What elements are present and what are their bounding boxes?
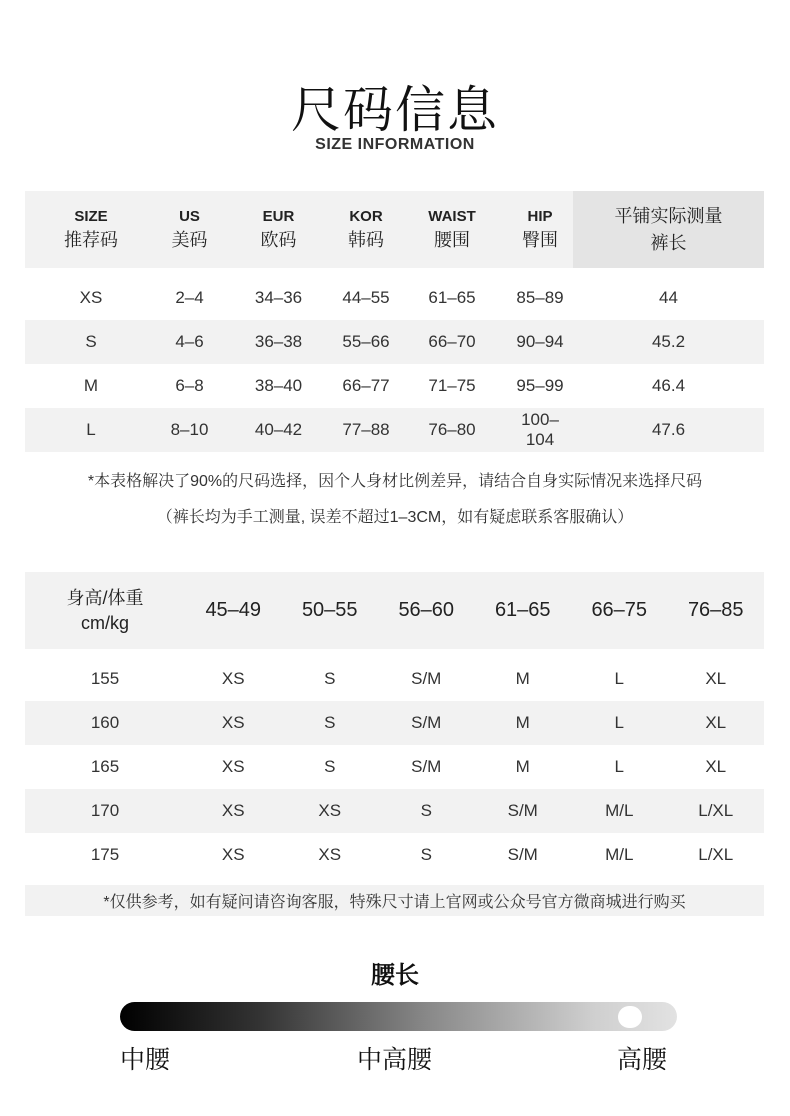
reference-note: *仅供参考，如有疑问请咨询客服，特殊尺寸请上官网或公众号官方微商城进行购买 (25, 885, 764, 916)
header-label-en: SIZE (74, 207, 108, 225)
table-cell: S (85, 332, 97, 351)
measure-note: （裤长均为手工测量, 误差不超过1–3CM，如有疑虑联系客服确认） (156, 509, 634, 526)
table-cell: S/M (411, 669, 442, 688)
table-cell: 71–75 (428, 376, 476, 395)
table-cell: 85–89 (516, 288, 564, 307)
height-weight-table (25, 572, 764, 877)
weight-header: 56–60 (398, 599, 455, 621)
table-cell: 100–104 (521, 410, 559, 449)
header-label-en: EUR (262, 207, 295, 225)
table-row (25, 320, 764, 364)
table-cell: XL (705, 757, 727, 776)
table-cell: 90–94 (516, 332, 564, 351)
table-row (25, 833, 764, 877)
table-cell: XS (318, 801, 342, 820)
header-label-cn: 臀围 (522, 230, 558, 251)
header-label-cn: 推荐码 (64, 230, 118, 251)
header-label-cn: 腰围 (434, 230, 470, 251)
table-cell: M (515, 757, 530, 776)
header-label-cn: 欧码 (260, 230, 297, 251)
table-cell: L (86, 420, 96, 439)
table-cell: S/M (507, 801, 538, 820)
table-cell: S (420, 801, 432, 820)
table-cell: 95–99 (516, 376, 564, 395)
table-cell: 38–40 (254, 376, 303, 395)
hw-corner-line1: 身高/体重 (66, 588, 144, 609)
table-row (25, 745, 764, 789)
table-cell: 47.6 (651, 420, 686, 439)
table-row (25, 701, 764, 745)
table-cell: XS (221, 713, 245, 732)
size-note: *本表格解决了90%的尺码选择，因个人身材比例差异，请结合自身实际情况来选择尺码 (87, 473, 703, 490)
hw-corner-line2: cm/kg (80, 612, 129, 633)
weight-header: 66–75 (591, 599, 648, 621)
table-cell: XS (221, 669, 245, 688)
table-cell: L (614, 713, 624, 732)
table-row (25, 276, 764, 320)
table-cell: S (324, 669, 336, 688)
table-cell: XL (705, 669, 727, 688)
hw-table-body (25, 657, 764, 877)
table-row (25, 408, 764, 452)
table-cell: S (324, 757, 336, 776)
header-label-cn: 美码 (171, 230, 208, 251)
table-cell: L/XL (698, 845, 734, 864)
weight-header: 50–55 (301, 599, 358, 621)
table-cell: XS (79, 288, 103, 307)
header-size (25, 191, 157, 268)
waist-rise-indicator (618, 1006, 642, 1028)
table-cell: 165 (90, 757, 120, 776)
header-label-line1: 平铺实际测量 (614, 206, 723, 227)
table-cell: 44 (659, 288, 678, 307)
header-kor (335, 191, 397, 268)
size-table (25, 191, 764, 452)
table-cell: M/L (605, 845, 634, 864)
table-cell: XS (318, 845, 342, 864)
size-table-body (25, 276, 764, 452)
table-cell: S (420, 845, 432, 864)
size-table-header (25, 191, 764, 268)
table-cell: M (515, 669, 530, 688)
header-eur (222, 191, 335, 268)
table-cell: 61–65 (428, 288, 476, 307)
weight-header: 76–85 (687, 599, 744, 621)
header-hip (507, 191, 573, 268)
hw-table-header (25, 572, 764, 649)
table-cell: 76–80 (428, 420, 476, 439)
table-cell: 170 (90, 801, 120, 820)
table-cell: 55–66 (342, 332, 390, 351)
table-cell: 45.2 (651, 332, 686, 351)
table-cell: 66–70 (428, 332, 476, 351)
table-cell: S/M (507, 845, 538, 864)
header-label-en: HIP (527, 207, 553, 225)
table-cell: L (614, 669, 624, 688)
header-label-en: WAIST (428, 207, 476, 225)
table-cell: S/M (411, 713, 442, 732)
weight-header: 45–49 (205, 599, 262, 621)
table-row (25, 789, 764, 833)
table-cell: 66–77 (342, 376, 390, 395)
table-row (25, 657, 764, 701)
header-label-en: US (179, 207, 200, 225)
table-cell: XS (221, 757, 245, 776)
waist-rise-scale (120, 1002, 677, 1031)
table-cell: 46.4 (651, 376, 686, 395)
table-cell: 4–6 (175, 332, 204, 351)
table-cell: 8–10 (170, 420, 209, 439)
header-label-cn: 韩码 (348, 230, 384, 251)
header-label-line2: 裤长 (650, 232, 687, 253)
table-cell: 34–36 (254, 288, 303, 307)
table-cell: XS (221, 801, 245, 820)
table-cell: 6–8 (175, 376, 204, 395)
table-cell: M (83, 376, 99, 395)
hw-corner-label (25, 586, 185, 635)
header-length (573, 191, 764, 268)
table-cell: S (324, 713, 336, 732)
table-cell: 77–88 (342, 420, 390, 439)
table-cell: XL (705, 713, 727, 732)
table-cell: 155 (90, 669, 120, 688)
header-waist (397, 191, 507, 268)
table-cell: L (614, 757, 624, 776)
waist-label-mid-high-rise: 中高腰 (357, 1046, 433, 1074)
table-row (25, 364, 764, 408)
table-cell: 40–42 (254, 420, 303, 439)
waist-title: 腰长 (371, 962, 419, 989)
table-cell: 44–55 (342, 288, 390, 307)
weight-header: 61–65 (494, 599, 551, 621)
waist-label-high-rise: 高腰 (617, 1046, 668, 1074)
table-cell: 36–38 (254, 332, 303, 351)
table-cell: S/M (411, 757, 442, 776)
table-cell: M (515, 713, 530, 732)
page-subtitle: SIZE INFORMATION (315, 136, 475, 153)
header-us (157, 191, 222, 268)
table-cell: M/L (605, 801, 634, 820)
table-cell: XS (221, 845, 245, 864)
header-label-en: KOR (349, 207, 383, 225)
table-cell: 160 (90, 713, 120, 732)
page-title: 尺码信息 (291, 82, 499, 138)
table-cell: L/XL (698, 801, 734, 820)
waist-label-mid-rise: 中腰 (120, 1046, 171, 1074)
table-cell: 175 (90, 845, 120, 864)
table-cell: 2–4 (175, 288, 204, 307)
